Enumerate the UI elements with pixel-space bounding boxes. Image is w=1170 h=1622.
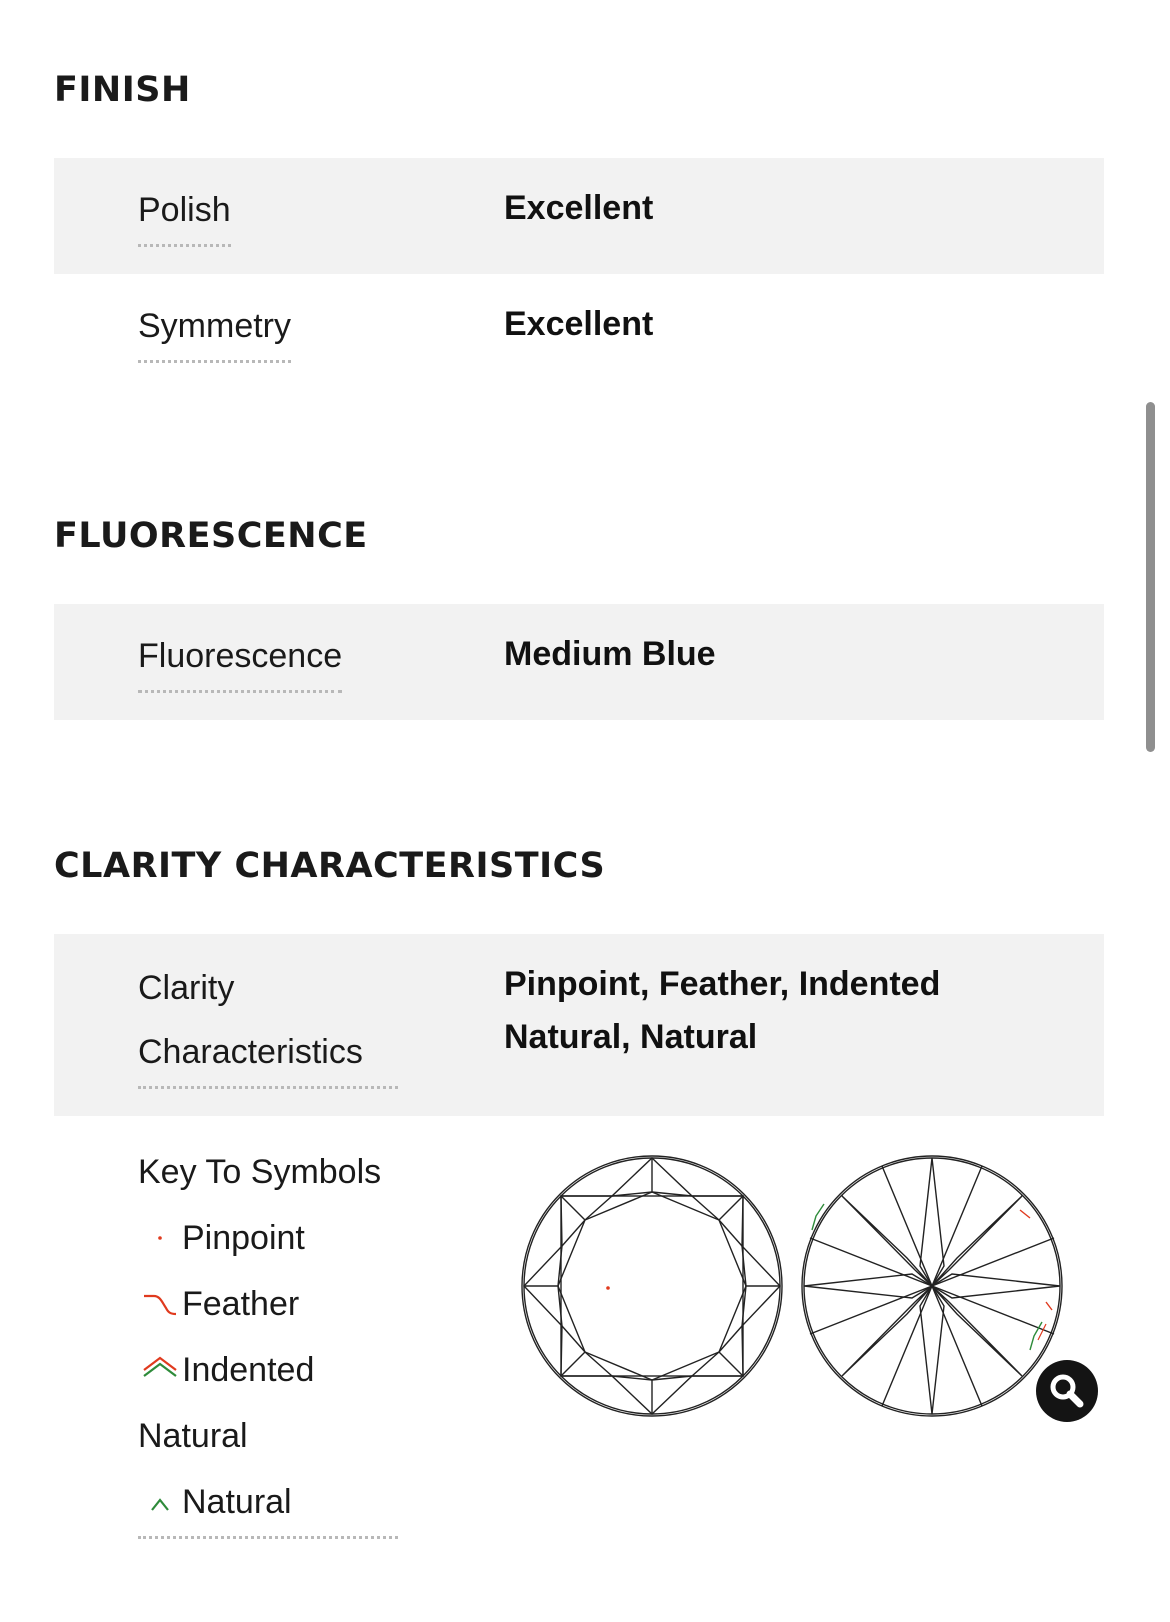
- key-item-feather: Feather: [182, 1285, 300, 1323]
- zoom-button[interactable]: [1036, 1360, 1098, 1422]
- clarity-plot[interactable]: [512, 1146, 1072, 1426]
- clarity-plot-svg: [512, 1146, 1072, 1426]
- magnifier-icon: [1036, 1360, 1098, 1422]
- key-to-symbols-title: Key To Symbols: [138, 1153, 382, 1191]
- polish-value: Excellent: [504, 189, 654, 227]
- symmetry-row: [54, 274, 1104, 390]
- feather-icon: [142, 1286, 178, 1322]
- clarity-label-line1: Clarity: [138, 969, 235, 1007]
- clarity-value-line2: Natural, Natural: [504, 1018, 758, 1056]
- key-item-natural: Natural: [182, 1483, 292, 1521]
- clarity-row: [54, 934, 1104, 1116]
- scrollbar-thumb[interactable]: [1146, 402, 1155, 752]
- pinpoint-mark: [606, 1286, 610, 1290]
- clarity-label-line2: Characteristics: [138, 1033, 363, 1071]
- indented-natural-icon: [142, 1350, 178, 1386]
- key-underline: [138, 1536, 398, 1539]
- symmetry-value: Excellent: [504, 305, 654, 343]
- feather-mark-2: [1046, 1302, 1052, 1310]
- pavilion-diagram: [802, 1156, 1062, 1416]
- clarity-heading: CLARITY CHARACTERISTICS: [54, 846, 606, 886]
- feather-mark-1: [1020, 1210, 1030, 1218]
- key-item-indented: Indented: [182, 1351, 315, 1389]
- clarity-value: [504, 958, 1024, 1064]
- dot-icon: [142, 1220, 178, 1256]
- polish-label[interactable]: Polish: [138, 178, 231, 247]
- fluorescence-label[interactable]: Fluorescence: [138, 624, 342, 693]
- natural-icon: [142, 1484, 178, 1520]
- clarity-label[interactable]: [138, 956, 398, 1089]
- fluorescence-heading: FLUORESCENCE: [54, 516, 368, 556]
- fluorescence-value: Medium Blue: [504, 635, 716, 673]
- finish-heading: FINISH: [54, 70, 191, 110]
- symmetry-label[interactable]: Symmetry: [138, 294, 291, 363]
- key-item-pinpoint: Pinpoint: [182, 1219, 305, 1257]
- polish-row: [54, 158, 1104, 274]
- fluorescence-row: [54, 604, 1104, 720]
- key-item-natural-cont: Natural: [138, 1417, 248, 1455]
- crown-diagram: [522, 1156, 782, 1416]
- clarity-value-line1: Pinpoint, Feather, Indented: [504, 965, 941, 1003]
